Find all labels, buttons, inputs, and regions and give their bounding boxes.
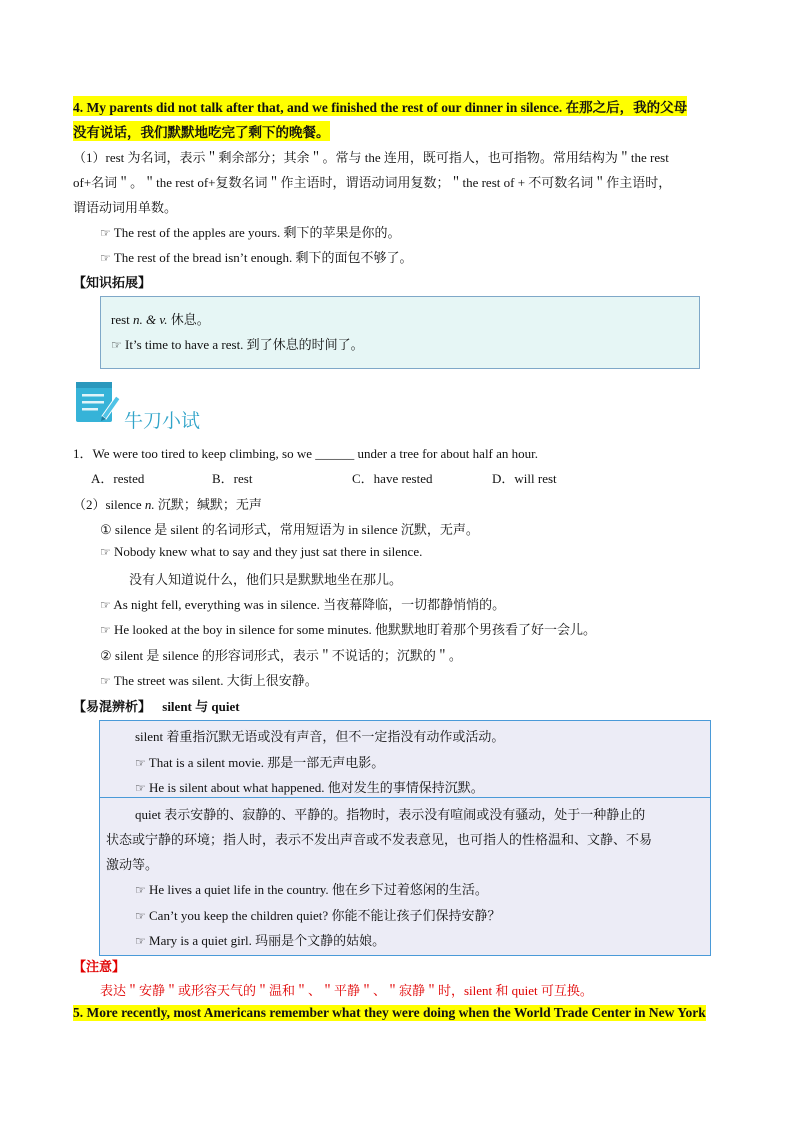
note-label: 【注意】 [73,959,126,974]
practice-option-c: C．have rested [352,471,433,486]
confuse-box [99,720,711,956]
quiet-example-3 [135,930,385,949]
pointing-hand-icon: ☞ [135,756,146,770]
silence-point-1: ① silence 是 silent 的名词形式，常用短语为 in silence 沉默，无声。 [100,522,479,537]
pointing-hand-icon: ☞ [100,545,111,559]
pointing-hand-icon: ☞ [100,251,111,265]
silent-example-1-text: That is a silent movie. 那是一部无声电影。 [148,755,385,770]
practice-option-b: B．rest [212,471,253,486]
silence-example-1-en: Nobody knew what to say and they just sat there in silence. [114,544,423,559]
confuse-divider [100,797,710,798]
pointing-hand-icon: ☞ [135,909,146,923]
knowledge-pos: n. & v. [133,312,168,327]
quiet-example-2-text: Can’t you keep the children quiet? 你能不能让孩子们保持安静？ [149,908,501,923]
rest-explain-line2: of+名词＂。＂the rest of+复数名词＂作主语时，谓语动词用复数；＂the rest of + 不可数名词＂作主语时， [73,175,672,190]
rest-example-2-text: The rest of the bread isn’t enough. 剩下的面包不够了。 [113,250,413,265]
silence-example-1-cn: 没有人知道说什么，他们只是默默地坐在那儿。 [129,572,403,587]
rest-example-1 [100,222,400,241]
notepad-pencil-icon [74,376,122,428]
confuse-label: 【易混辨析】 [73,699,152,714]
item4-heading [73,96,687,116]
quiet-description-line1: quiet 表示安静的、寂静的、平静的。指物时，表示没有喧闹或没有骚动，处于一种静止的 [135,807,646,822]
knowledge-example-text: It’s time to have a rest. 到了休息的时间了。 [125,337,364,352]
practice-title: 牛刀小试 [124,410,201,432]
knowledge-meaning: 休息。 [170,312,210,327]
silent-example-2-text: He is silent about what happened. 他对发生的事情保持沉默。 [149,780,484,795]
silence-example-4 [100,670,318,689]
silence-example-3-text: He looked at the boy in silence for some minutes. 他默默地盯着那个男孩看了好一会儿。 [114,622,597,637]
silent-example-1 [135,752,384,771]
practice-option-a: A．rested [91,471,145,486]
silence-head-pos: n. [144,497,155,512]
rest-explain-line3: 谓语动词用单数。 [73,200,178,215]
confuse-heading [73,696,240,715]
quiet-example-2 [135,905,500,924]
silence-example-1 [100,544,422,560]
pointing-hand-icon: ☞ [100,226,111,240]
knowledge-line-1 [111,309,210,328]
rest-example-2 [100,247,413,266]
silence-example-4-text: The street was silent. 大街上很安静。 [113,673,318,688]
knowledge-box [100,296,700,369]
silent-example-2 [135,777,484,796]
note-text: 表达＂安静＂或形容天气的＂温和＂、＂平静＂、＂寂静＂时，silent 和 quiet 可互换。 [100,983,593,998]
pointing-hand-icon: ☞ [135,934,146,948]
confuse-label-words: silent 与 quiet [162,699,240,714]
quiet-description-line3: 激动等。 [106,857,159,872]
silence-example-2-text: As night fell, everything was in silence. 当夜幕降临，一切都静悄悄的。 [113,597,506,612]
silent-description: silent 着重指沉默无语或没有声音，但不一定指没有动作或活动。 [135,729,505,744]
item5-heading: 5. More recently, most Americans remember what they were doing when the World Trade Center in New York [73,1005,706,1020]
silence-example-2 [100,594,505,613]
pointing-hand-icon: ☞ [100,598,111,612]
knowledge-label: 【知识拓展】 [73,275,152,290]
item4-heading-cn1: 在那之后，我的父母 [565,100,688,115]
rest-explain-line1: （1）rest 为名词，表示＂剩余部分；其余＂。常与 the 连用，既可指人，也可指物。常用结构为＂the rest [73,150,669,165]
item4-heading-cn2: 没有说话，我们默默地吃完了剩下的晚餐。 [73,121,330,141]
silence-example-3 [100,619,596,638]
pointing-hand-icon: ☞ [135,781,146,795]
quiet-example-1-text: He lives a quiet life in the country. 他在乡下过着悠闲的生活。 [149,882,488,897]
knowledge-word: rest [111,312,130,327]
quiet-example-3-text: Mary is a quiet girl. 玛丽是个文静的姑娘。 [149,933,386,948]
silence-point-2: ② silent 是 silence 的形容词形式，表示＂不说话的；沉默的＂。 [100,648,462,663]
rest-example-1-text: The rest of the apples are yours. 剩下的苹果是你的。 [113,225,401,240]
silence-head-word: （2）silence [73,497,142,512]
silence-heading [73,494,262,513]
pointing-hand-icon: ☞ [100,623,111,637]
pointing-hand-icon: ☞ [100,674,111,688]
pointing-hand-icon: ☞ [135,883,146,897]
quiet-example-1 [135,879,488,898]
quiet-description-line2: 状态或宁静的环境；指人时，表示不发出声音或不发表意见，也可指人的性格温和、文静、不易 [106,832,653,847]
practice-question: 1．We were too tired to keep climbing, so we ______ under a tree for about half an hour. [73,446,539,461]
knowledge-line-2 [111,334,364,353]
silence-head-meaning: 沉默；缄默；无声 [157,497,262,512]
practice-option-d: D．will rest [492,471,557,486]
item4-heading-en: 4. My parents did not talk after that, and we finished the rest of our dinner in silence. [73,100,563,115]
pointing-hand-icon: ☞ [111,338,122,352]
